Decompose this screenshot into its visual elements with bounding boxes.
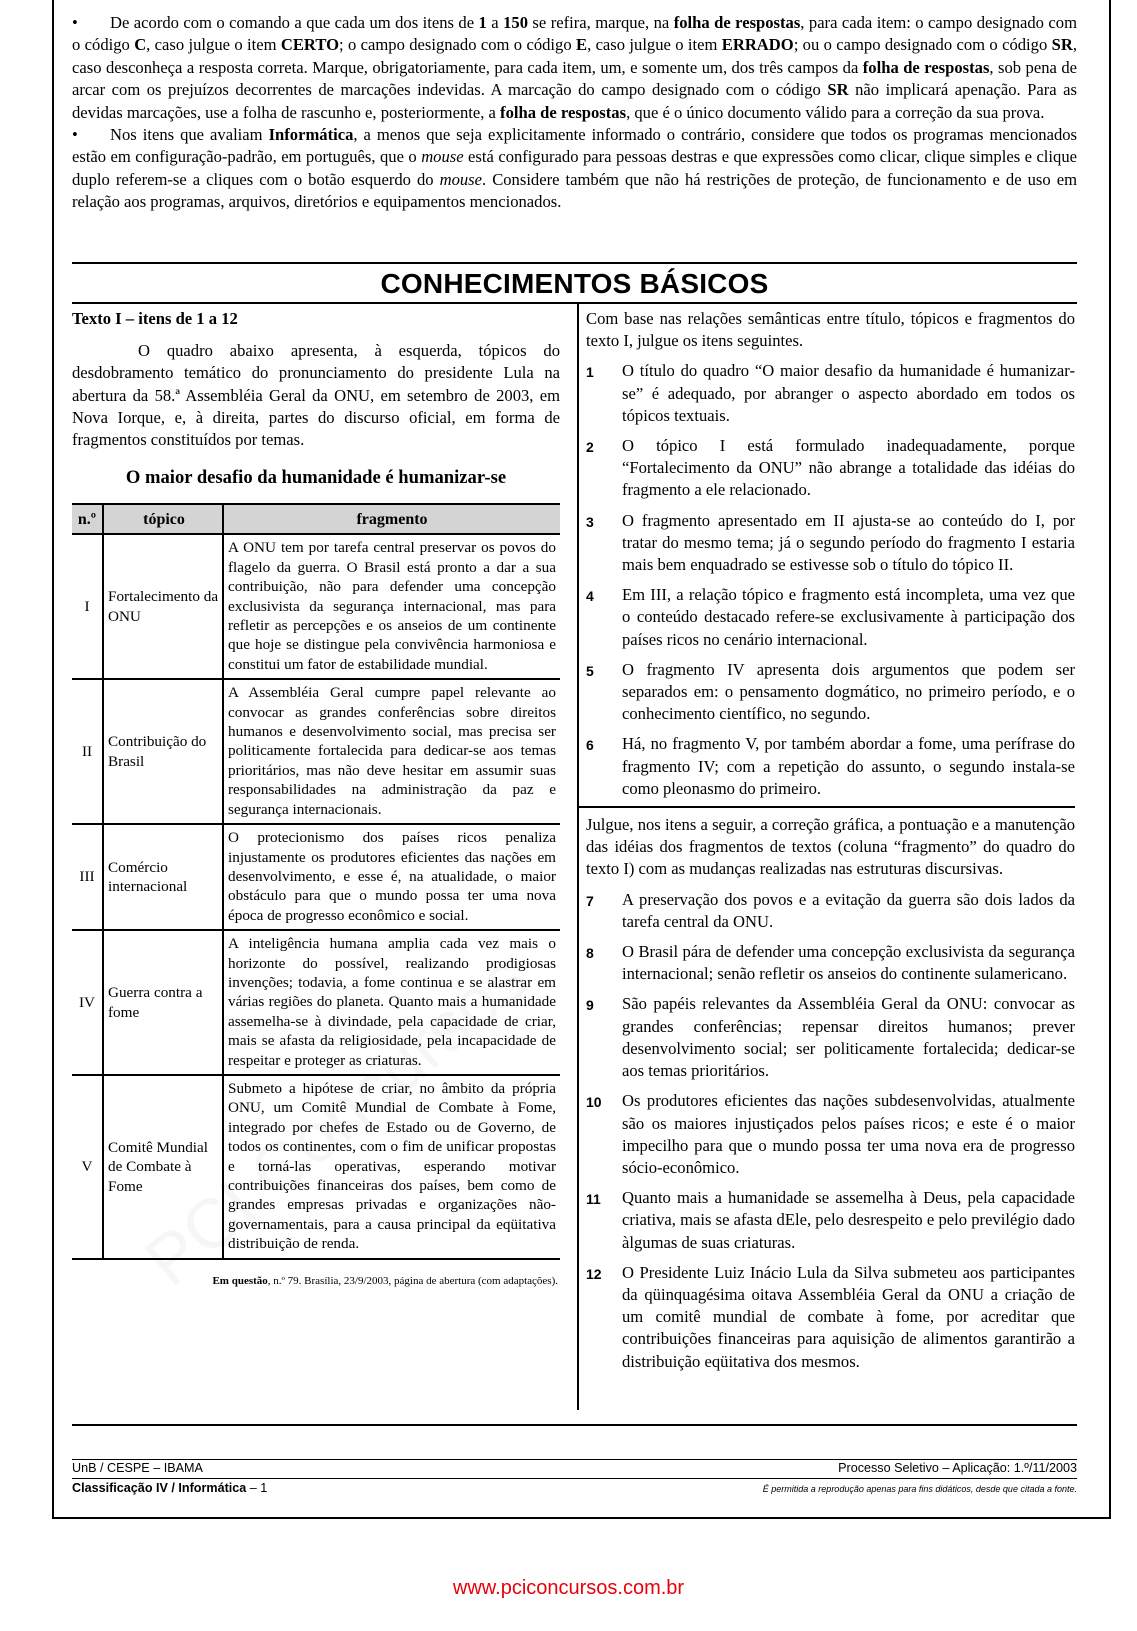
question-item	[586, 941, 1075, 985]
table-title: O maior desafio da humanidade é humanizar-se	[125, 467, 507, 489]
table-header-row	[72, 504, 560, 534]
question-number: 2	[586, 439, 594, 456]
header-topic: tópico	[103, 504, 223, 534]
topics-table	[72, 503, 560, 1259]
row-number: IV	[72, 930, 103, 1075]
question-text: O fragmento IV apresenta dois argumentos que podem ser separados em: o pensamento dogmático, no primeiro período, e o conhecimento científico, no segundo.	[622, 659, 1075, 724]
question-number: 7	[586, 892, 594, 909]
footer-org: UnB / CESPE – IBAMA	[72, 1461, 203, 1475]
row-topic: Guerra contra a fome	[103, 930, 223, 1075]
table-row	[72, 679, 560, 824]
table-row	[72, 1075, 560, 1259]
questions-intro-2: Julgue, nos itens a seguir, a correção gráfica, a pontuação e a manutenção das idéias dos fragmentos de textos (coluna “fragmento” do quadro do texto I) com as mudanças realizadas nas estruturas discursivas.	[586, 815, 1075, 879]
question-item	[586, 1262, 1075, 1373]
bullet-icon: •	[72, 13, 78, 32]
instruction-paragraph-2	[72, 124, 1077, 214]
header-number: n.º	[72, 504, 103, 534]
text-paragraph: O quadro abaixo apresenta, à esquerda, tópicos do desdobramento temático do pronunciamento do presidente Lula na abertura da 58.ª Assembléia Geral da ONU, em setembro de 2003, em Nova Iorque, e, à direita, partes do discurso oficial, em forma de fragmentos constituídos por temas.	[72, 341, 560, 450]
divider	[72, 1424, 1077, 1426]
bullet-icon: •	[72, 125, 78, 145]
question-number: 6	[586, 737, 594, 754]
question-item	[586, 360, 1075, 427]
website-link[interactable]: www.pciconcursos.com.br	[452, 1577, 685, 1599]
question-number: 4	[586, 588, 594, 605]
column-divider	[577, 304, 579, 1410]
row-fragment: A Assembléia Geral cumpre papel relevante ao convocar as grandes conferências sobre direitos humanos e desenvolvimento social, mas precisa ser politicamente fortalecida para dedicar-se aos temas prioritários, mas não deve hesitar em assumir suas responsabilidades na administração da paz e segurança internacionais.	[223, 679, 560, 824]
question-item	[586, 510, 1075, 577]
row-fragment: A inteligência humana amplia cada vez mais o horizonte do possível, realizando prodigiosas invenções; todavia, a fome continua e se alastrar em várias regiões do planeta. Quanto mais a humanidade assemelha-se à divindade, pela capacidade de criar, mais se afasta da religiosidade, pela incapacidade de respeitar e proteger as criaturas.	[223, 930, 560, 1075]
row-fragment: A ONU tem por tarefa central preservar os povos do flagelo da guerra. O Brasil está pronto a dar a sua contribuição, não para defender uma concepção exclusivista da segurança internacional, mas para refletir as percepções e os anseios de um continente que hoje se distingue pela convivência harmoniosa e constitui um fator de estabilidade mundial.	[223, 534, 560, 679]
question-number: 1	[586, 364, 594, 381]
row-number: V	[72, 1075, 103, 1259]
section-title: CONHECIMENTOS BÁSICOS	[380, 268, 769, 299]
footer-divider	[72, 1478, 1077, 1479]
question-text: O título do quadro “O maior desafio da humanidade é humanizar-se” é adequado, por abranger o aspecto abordado em todos os tópicos textuais.	[622, 361, 1075, 425]
classification-label: Classificação IV / Informática	[72, 1481, 247, 1495]
row-topic: Contribuição do Brasil	[103, 679, 223, 824]
row-fragment: O protecionismo dos países ricos penaliza injustamente os produtores eficientes das nações em desenvolvimento, e esse é, na atualidade, o maior obstáculo para que o mundo possa ter uma nova época de progresso econômico e social.	[223, 824, 560, 930]
table-row	[72, 930, 560, 1075]
divider	[72, 262, 1077, 264]
question-item	[586, 659, 1075, 726]
question-item	[586, 993, 1075, 1082]
footer-divider	[72, 1459, 1077, 1460]
question-number: 8	[586, 945, 594, 962]
source-details: , n.º 79. Brasília, 23/9/2003, página de abertura (com adaptações).	[267, 1274, 558, 1287]
question-item	[586, 733, 1075, 800]
question-item	[586, 889, 1075, 933]
question-text: Em III, a relação tópico e fragmento está incompleta, uma vez que o conteúdo destacado refere-se exclusivamente à participação dos países ricos no cenário internacional.	[622, 585, 1075, 649]
question-text: Os produtores eficientes das nações subdesenvolvidas, atualmente são os maiores injustiçados pelos países ricos; e este é o maior impecilho para que o mundo possa ter uma nova era de progresso sócio-econômico.	[622, 1091, 1075, 1177]
source-title: Em questão	[212, 1274, 268, 1287]
header-fragment: fragmento	[223, 504, 560, 534]
question-item	[586, 435, 1075, 502]
questions-intro-1: Com base nas relações semânticas entre título, tópicos e fragmentos do texto I, julgue os itens seguintes.	[586, 309, 1075, 351]
footer-classification	[72, 1481, 267, 1495]
text-column	[72, 308, 560, 1288]
divider	[72, 302, 1077, 304]
divider	[577, 806, 1075, 808]
footer-notice: É permitida a reprodução apenas para fins didáticos, desde que citada a fonte.	[762, 1484, 1077, 1494]
page-number: – 1	[246, 1481, 268, 1495]
question-item	[586, 1187, 1075, 1254]
instruction-paragraph-1	[72, 12, 1077, 124]
question-text: O tópico I está formulado inadequadamente, porque “Fortalecimento da ONU” não abrange a totalidade das idéias do fragmento a ele relacionado.	[622, 436, 1075, 500]
question-number: 11	[586, 1191, 601, 1208]
table-row	[72, 824, 560, 930]
questions-column	[586, 308, 1075, 1373]
question-item	[586, 584, 1075, 651]
question-text: Há, no fragmento V, por também abordar a fome, uma perífrase do fragmento IV; com a repetição do assunto, o segundo instala-se como pleonasmo do primeiro.	[622, 734, 1075, 798]
question-text: São papéis relevantes da Assembléia Geral da ONU: convocar as grandes conferências; repensar direitos humanos; prever desenvolvimento social; ser politicamente fortalecida; dedicar-se aos temas prioritários.	[622, 994, 1075, 1081]
row-fragment: Submeto a hipótese de criar, no âmbito da própria ONU, um Comitê Mundial de Combate à Fome, integrado por chefes de Estado ou de Governo, de todos os continentes, com o fim de unificar propostas e torná-las operativas, esperando motivar contribuições financeiras dos países, bem como de grandes empresas privadas e organizações não-governamentais, para a causa principal da eqüitativa distribuição de renda.	[223, 1075, 560, 1259]
source-citation	[72, 1274, 560, 1288]
footer-process: Processo Seletivo – Aplicação: 1.º/11/2003	[838, 1461, 1077, 1475]
question-text: Quanto mais a humanidade se assemelha à Deus, pela capacidade criativa, mais se afasta dEle, pelo desrespeito e pelo previlégio dado àlgumas de suas criaturas.	[622, 1188, 1075, 1252]
table-row	[72, 534, 560, 679]
question-group-1	[586, 360, 1075, 800]
question-number: 5	[586, 662, 594, 679]
question-number: 3	[586, 513, 594, 530]
question-text: A preservação dos povos e a evitação da guerra são dois lados da tarefa central da ONU.	[622, 889, 1075, 931]
exam-page	[52, 0, 1111, 1519]
text-heading: Texto I – itens de 1 a 12	[72, 309, 238, 328]
row-topic: Comitê Mundial de Combate à Fome	[103, 1075, 223, 1259]
row-number: I	[72, 534, 103, 679]
question-number: 12	[586, 1265, 602, 1282]
instructions	[72, 12, 1077, 214]
question-item	[586, 1090, 1075, 1179]
question-text: O Presidente Luiz Inácio Lula da Silva submeteu aos participantes da qüinquagésima oitava Assembléia Geral da ONU a criação de um comitê mundial de combate à fome, por acreditar que contribuições financeiras para aquisição de alimentos garantirão a distribuição eqüitativa dos mesmos.	[622, 1262, 1075, 1371]
instruction-text-1: De acordo com o comando a que cada um dos itens de 1 a 150 se refira, marque, na folha de respostas, para cada item: o campo designado com o código C, caso julgue o item CERTO; o campo designado com o código E, caso julgue o item ERRADO; ou o campo designado com o código SR, caso desconheça a resposta correta. Marque, obrigatoriamente, para cada item, um, e somente um, dos três campos da folha de respostas, sob pena de arcar com os prejuízos decorrentes de marcações indevidas. A marcação do campo designado com o código SR não implicará apenação. Para as devidas marcações, use a folha de rascunho e, posteriormente, a folha de respostas, que é o único documento válido para a correção da sua prova.	[72, 13, 1078, 122]
row-number: III	[72, 824, 103, 930]
row-number: II	[72, 679, 103, 824]
question-text: O fragmento apresentado em II ajusta-se ao conteúdo do I, por tratar do mesmo tema; já o segundo período do fragmento I estaria mais bem enquadrado se estivesse sob o título do tópico II.	[622, 510, 1075, 575]
row-topic: Comércio internacional	[103, 824, 223, 930]
question-number: 9	[586, 997, 594, 1014]
instruction-text-2: Nos itens que avaliam Informática, a menos que seja explicitamente informado o contrário, considere que todos os programas mencionados estão em configuração-padrão, em português, que o mouse está configurado para pessoas destras e que expressões como clicar, clique simples e clique duplo referem-se a cliques com o botão esquerdo do mouse. Considere também que não há restrições de proteção, de funcionamento e de uso em relação aos programas, arquivos, diretórios e equipamentos mencionados.	[72, 125, 1077, 212]
question-text: O Brasil pára de defender uma concepção exclusivista da segurança internacional; senão refletir os anseios do continente sulamericano.	[622, 942, 1075, 984]
question-group-2	[586, 889, 1075, 1373]
row-topic: Fortalecimento da ONU	[103, 534, 223, 679]
question-number: 10	[586, 1094, 602, 1111]
